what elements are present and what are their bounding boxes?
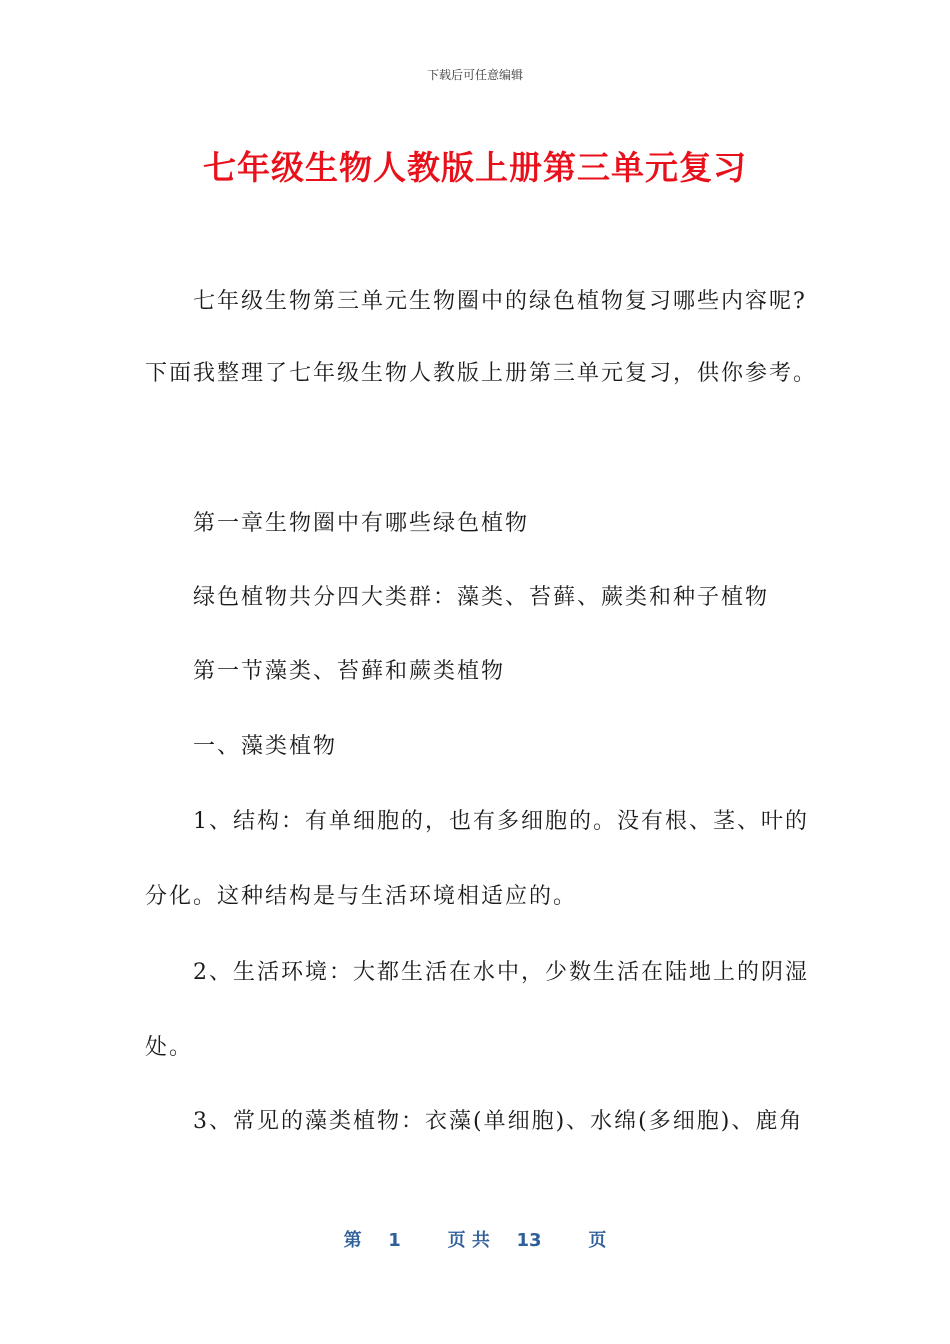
header-note: 下载后可任意编辑: [426, 68, 523, 82]
item-1-line-2: 分化。这种结构是与生活环境相适应的。: [145, 884, 578, 909]
section-heading: 第一节藻类、苔藓和蕨类植物: [193, 659, 506, 684]
footer-page-number: 1: [388, 1230, 401, 1251]
footer-total-pages: 13: [516, 1230, 542, 1251]
document-title: 七年级生物人教版上册第三单元复习: [203, 148, 747, 187]
sub-heading: 一、藻类植物: [193, 734, 338, 759]
item-3-line-1: 3、常见的藻类植物：衣藻(单细胞)、水绵(多细胞)、鹿角: [193, 1109, 804, 1134]
page-footer: [0, 1226, 950, 1252]
intro-line-1: 七年级生物第三单元生物圈中的绿色植物复习哪些内容呢?: [193, 289, 807, 314]
groups-line: 绿色植物共分四大类群：藻类、苔藓、蕨类和种子植物: [193, 585, 770, 610]
footer-middle: 页 共: [447, 1230, 490, 1251]
item-2-line-2: 处。: [145, 1035, 194, 1060]
item-1-line-1: 1、结构：有单细胞的，也有多细胞的。没有根、茎、叶的: [193, 809, 809, 834]
footer-prefix: 第: [343, 1230, 362, 1251]
intro-line-2: 下面我整理了七年级生物人教版上册第三单元复习，供你参考。: [145, 361, 818, 386]
chapter-heading: 第一章生物圈中有哪些绿色植物: [193, 511, 530, 536]
item-2-line-1: 2、生活环境：大都生活在水中，少数生活在陆地上的阴湿: [193, 960, 809, 985]
footer-suffix: 页: [588, 1230, 607, 1251]
